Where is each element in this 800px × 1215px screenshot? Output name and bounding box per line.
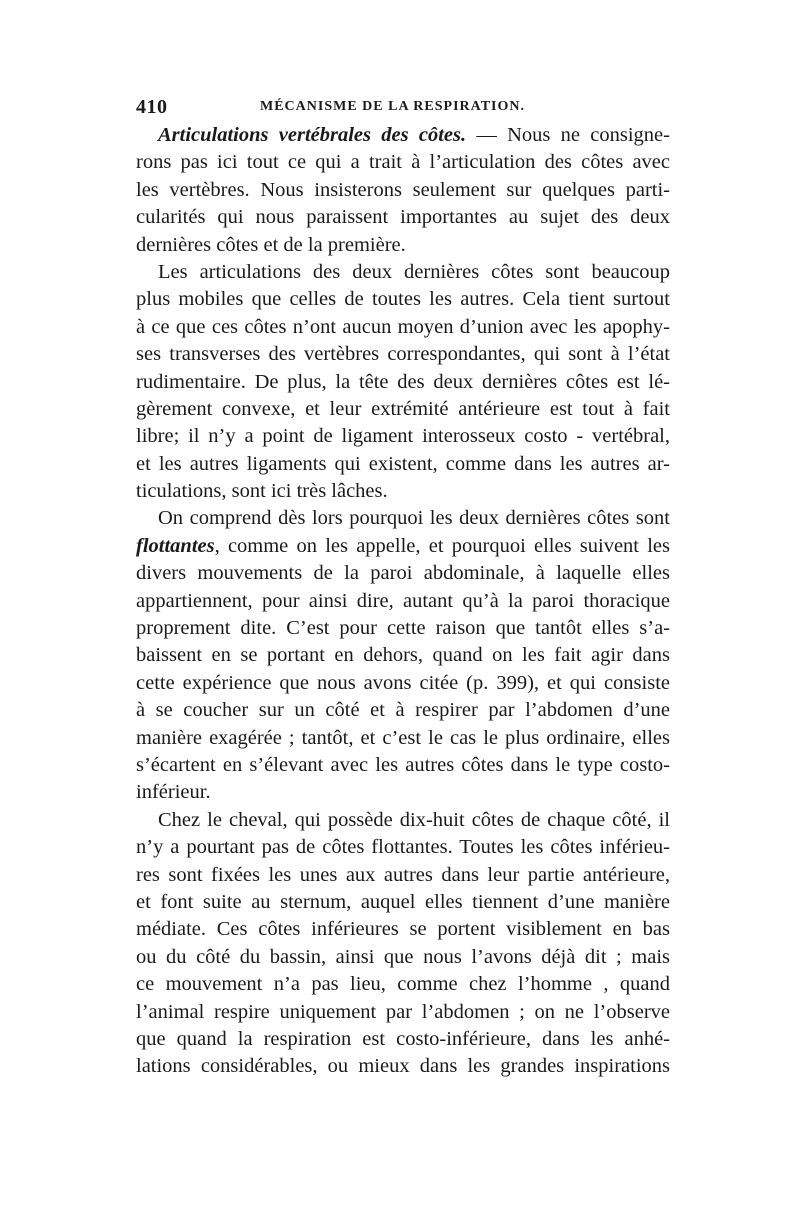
text-line: cularités qui nous paraissent importantes au sujet des deux [136,206,670,229]
text-line: dernières côtes et de la première. [136,233,406,256]
text-line: et les autres ligaments qui existent, comme dans les autres ar- [136,452,670,475]
text-line: ou du côté du bassin, ainsi que nous l’avons déjà dit ; mais [136,945,670,968]
text-line: n’y a pourtant pas de côtes flottantes. Toutes les côtes inférieu- [136,836,670,859]
emphasized-term: flottantes [136,534,215,557]
text-line: baissent en se portant en dehors, quand on les fait agir dans [136,644,670,667]
running-head [136,96,670,118]
text-line: rudimentaire. De plus, la tête des deux dernières côtes est lé- [136,370,670,393]
text-line [136,122,670,149]
text-line: proprement dite. C’est pour cette raison que tantôt elles s’a- [136,617,670,640]
text-line: divers mouvements de la paroi abdominale, à laquelle elles [136,562,670,585]
text-line: ce mouvement n’a pas lieu, comme chez l’homme , quand [136,973,670,996]
text-line: Les articulations des deux dernières côtes sont beaucoup [158,260,670,283]
text-line: rons pas ici tout ce qui a trait à l’articulation des côtes avec [136,151,670,174]
text-line: libre; il n’y a point de ligament interosseux costo - vertébral, [136,425,670,448]
text-span: — Nous ne consigne- [466,124,670,146]
text-line: Chez le cheval, qui possède dix-huit côtes de chaque côté, il [158,808,670,831]
text-line: cette expérience que nous avons citée (p. 399), et qui consiste [136,671,670,694]
text-line: que quand la respiration est costo-inférieure, dans les anhé- [136,1027,670,1050]
text-line: appartiennent, pour ainsi dire, autant qu’à la paroi thoracique [136,589,670,612]
text-line: res sont fixées les unes aux autres dans leur partie antérieure, [136,863,670,886]
text-line: et font suite au sternum, auquel elles tiennent d’une manière [136,890,670,913]
text-line: à ce que ces côtes n’ont aucun moyen d’union avec les apophy- [136,315,670,338]
text-line: ticulations, sont ici très lâches. [136,480,388,503]
text-line: lations considérables, ou mieux dans les grandes inspirations [136,1055,670,1078]
text-line: On comprend dès lors pourquoi les deux dernières côtes sont [158,507,670,530]
body-text [136,122,670,1081]
text-line: manière exagérée ; tantôt, et c’est le cas le plus ordinaire, elles [136,726,670,749]
text-line: inférieur. [136,781,211,804]
text-span: , comme on les appelle, et pourquoi elles suivent les [214,534,670,557]
text-line: à se coucher sur un côté et à respirer par l’abdomen d’une [136,699,670,722]
text-line [136,533,670,560]
page-number: 410 [136,96,168,118]
text-line: médiate. Ces côtes inférieures se portent visiblement en bas [136,918,670,941]
section-heading-italic: Articulations vertébrales des côtes. [158,124,467,146]
text-line: ses transverses des vertèbres correspondantes, qui sont à l’état [136,343,670,366]
text-line: gèrement convexe, et leur extrémité antérieure est tout à fait [136,397,670,420]
text-line: plus mobiles que celles de toutes les autres. Cela tient surtout [136,288,670,311]
text-line: les vertèbres. Nous insisterons seulement sur quelques parti- [136,178,670,201]
text-line: s’écartent en s’élevant avec les autres côtes dans le type costo- [136,753,670,776]
text-line: l’animal respire uniquement par l’abdomen ; on ne l’observe [136,1000,670,1023]
running-title: MÉCANISME DE LA RESPIRATION. [260,99,525,114]
